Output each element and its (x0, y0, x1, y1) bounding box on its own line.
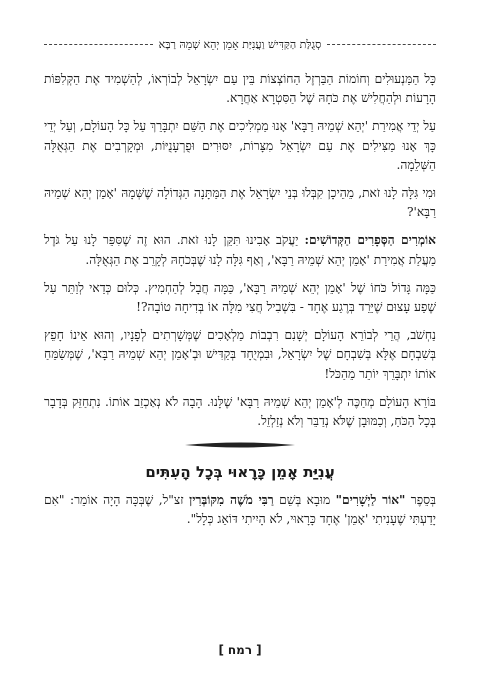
running-title: סְגֻלַּת הַקַּדִּישׁ וַעֲנִיַּת אָמֵן יְהֵא שְׁמֵהּ רַבָּא (158, 38, 322, 51)
paragraph-6: נַחְשֹׁב, הֲרֵי לְבוֹרֵא הָעוֹלָם יְשָׁנִם רִבְבוֹת מַלְאָכִים שֶׁמְּשָׁרְתִים לְפָנָיו, וְהוּא אֵינוֹ חָפֵץ בְּשִׁבְחָם אֶלָּא בְּשִׁבְחָם שֶׁל יִשְׂרָאֵל, וּבִמְיֻחָד בְּקַדִּישׁ וּבְ'אָמֵן יְהֵא שְׁמֵיהּ רַבָּא', שֶׁמְּשַׂמֵּחַ אוֹתוֹ יִתְבָּרֵךְ יוֹתֵר מֵהַכֹּל! (44, 328, 436, 381)
section-text-middle: מוּבָא בְּשֵׁם (273, 493, 336, 508)
main-text (44, 70, 436, 539)
section-paragraph (44, 491, 436, 529)
page-number: רמח (227, 643, 253, 657)
section-title: עֲנִיַּת אָמֵן כָּרָאוּי בְּכָל הָעִתִּים (145, 463, 335, 482)
paragraph-4-text: יַעֲקֹב אָבִינוּ תִּקֵּן לָנוּ זֹאת. הוּא זֶה שֶׁסִּפֵּר לָנוּ עַל גֹּדֶל מַעֲלַת אֲמִירַת 'אָמֵן יְהֵא שְׁמֵיהּ רַבָּא', וְאַף גִּלָּה לָנוּ שֶׁבְּכֹחָהּ לְקָרֵב אֶת הַגְּאֻלָּה. (44, 233, 436, 267)
footer-bracket-open: [ (256, 643, 262, 657)
header-dash-left (44, 44, 153, 45)
paragraph-5: כַּמָּה גָּדוֹל כֹּחוֹ שֶׁל 'אָמֵן יְהֵא שְׁמֵיהּ רַבָּא', כַּמָּה חֲבָל לְהַחְמִיץ. כְּלוּם כְּדַאי לְוַתֵּר עַל שֶׁפַע עָצוּם שֶׁיֵּרֵד בְּרֶגַע אֶחָד - בִּשְׁבִיל חֲצִי מִלָּה אוֹ בְּדִיחָה טוֹבָה?! (44, 280, 436, 315)
paragraph-3: וּמִי גִּלָּה לָנוּ זֹאת, מֵהֵיכָן קִבְּלוּ בְּנֵי יִשְׂרָאֵל אֶת הַמַּתָּנָה הַגְּדוֹלָה שֶׁשְּׁמָהּ 'אָמֵן יְהֵא שְׁמֵיהּ רַבָּא'? (44, 186, 436, 220)
paragraph-2: עַל יְדֵי אֲמִירַת 'יְהֵא שְׁמֵיהּ רַבָּא' אָנוּ מַמְלִיכִים אֶת הַשֵּׁם יִתְבָּרֵךְ עַל כָּל הָעוֹלָם, וְעַל יְדֵי כָּךְ אָנוּ מַצִּילִים אֶת עַם יִשְׂרָאֵל מִצָּרוֹת, יִסּוּרִים וּפֻרְעָנֻיּוֹת, וּמְקָרְבִים אֶת הַגְּאֻלָּה הַשְּׁלֵמָה. (44, 119, 436, 172)
paragraph-1: כָּל הַמַּנְעוּלִים וְחוֹמוֹת הַבַּרְזֶל הַחוֹצְצוֹת בֵּין עַם יִשְׂרָאֵל לְבוֹרְאוֹ, לְהַשְׁמִיד אֶת הַקְּלִפּוֹת הָרָעוֹת וּלְהַחֲלִישׁ אֶת כֹּחָהּ שֶׁל הַסִּטְרָא אַחֲרָא. (44, 72, 436, 106)
header-dash-right (327, 44, 436, 45)
section-divider (44, 441, 436, 449)
rabbi-name: רַבִּי מֹשֶׁה מִקּוֹבְּרִין (189, 493, 274, 508)
section-text-after: זצ"ל, שֶׁבְּכָּה הָיָה אוֹמֵר: "אִם יָדַעְתִּי שֶׁעָנִיתִי 'אָמֵן' אֶחָד כָּרָאוּי, לֹא הָיִיתִי דּוֹאֵג כְּלָל". (44, 493, 436, 527)
paragraph-7: בּוֹרֵא הָעוֹלָם מְחַכֶּה לְ'אָמֵן יְהֵא שְׁמֵיהּ רַבָּא' שֶׁלָּנוּ. הָבָה לֹא נְאַכְזֵב אוֹתוֹ. נִתְחַזֵּק בְּדָבָר בְּכָל הַכֹּחַ, וְכַמּוּבָן שֶׁלֹּא נְדַבֵּר וְלֹא נְזַלְזֵל. (44, 394, 436, 429)
divider-ornament-icon (185, 441, 295, 449)
footer-bracket-close: ] (218, 643, 224, 657)
page-footer (0, 643, 480, 657)
running-header (44, 38, 436, 51)
section-text-before: בְּסֵפֶר (405, 493, 436, 508)
paragraph-4 (44, 231, 436, 269)
paragraph-4-lead: אוֹמְרִים הַסְּפָרִים הַקְּדוֹשִׁים: (304, 233, 436, 248)
book-name: "אוֹר לַיְשָׁרִים" (335, 493, 406, 508)
